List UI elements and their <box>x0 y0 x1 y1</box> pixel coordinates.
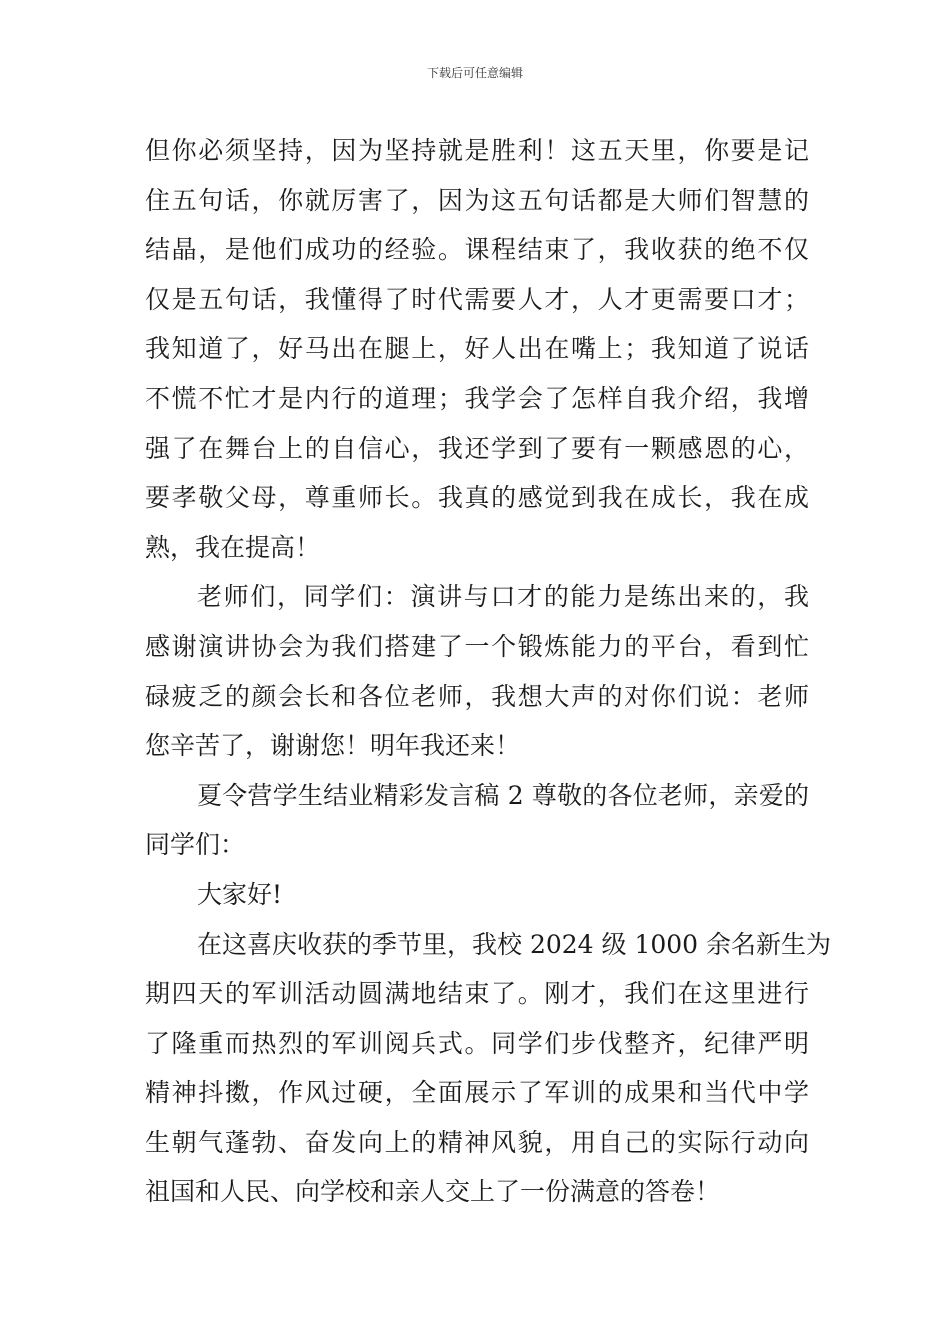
text-line: 生朝气蓬勃、奋发向上的精神风貌，用自己的实际行动向 <box>145 1127 809 1157</box>
text-line: 同学们： <box>145 830 246 860</box>
paragraph-start-line: 夏令营学生结业精彩发言稿 2 尊敬的各位老师，亲爱的 <box>197 780 809 810</box>
text-line: 但你必须坚持，因为坚持就是胜利！这五天里，你要是记 <box>145 136 809 165</box>
greeting-line: 大家好! <box>197 879 283 909</box>
text-line: 碌疲乏的颜会长和各位老师，我想大声的对你们说：老师 <box>145 681 809 711</box>
text-line: 结晶，是他们成功的经验。课程结束了，我收获的绝不仅 <box>145 235 809 265</box>
paragraph-start-line: 老师们，同学们：演讲与口才的能力是练出来的，我 <box>197 582 809 612</box>
text-line: 住五句话，你就厉害了，因为这五句话都是大师们智慧的 <box>145 185 809 215</box>
text-line: 我知道了，好马出在腿上，好人出在嘴上；我知道了说话 <box>145 334 809 364</box>
text-line: 不慌不忙才是内行的道理；我学会了怎样自我介绍，我增 <box>145 383 809 413</box>
text-line: 精神抖擞，作风过硬，全面展示了军训的成果和当代中学 <box>145 1078 809 1108</box>
text-line: 期四天的军训活动圆满地结束了。刚才，我们在这里进行 <box>145 979 809 1009</box>
text-line: 感谢演讲协会为我们搭建了一个锻炼能力的平台，看到忙 <box>145 631 809 661</box>
text-line: 熟，我在提高！ <box>145 532 321 562</box>
text-line: 祖国和人民、向学校和亲人交上了一份满意的答卷！ <box>145 1177 721 1207</box>
text-line: 了隆重而热烈的军训阅兵式。同学们步伐整齐，纪律严明 <box>145 1028 809 1058</box>
document-body <box>145 126 832 1217</box>
text-line: 强了在舞台上的自信心，我还学到了要有一颗感恩的心， <box>145 433 809 463</box>
text-line: 仅是五句话，我懂得了时代需要人才，人才更需要口才； <box>145 284 809 314</box>
text-line: 要孝敬父母，尊重师长。我真的感觉到我在成长，我在成 <box>145 483 809 513</box>
paragraph-start-line: 在这喜庆收获的季节里，我校 2024 级 1000 余名新生为 <box>197 929 832 959</box>
text-line: 您辛苦了，谢谢您！明年我还来！ <box>145 731 521 761</box>
page-header-note: 下载后可任意编辑 <box>426 66 523 80</box>
